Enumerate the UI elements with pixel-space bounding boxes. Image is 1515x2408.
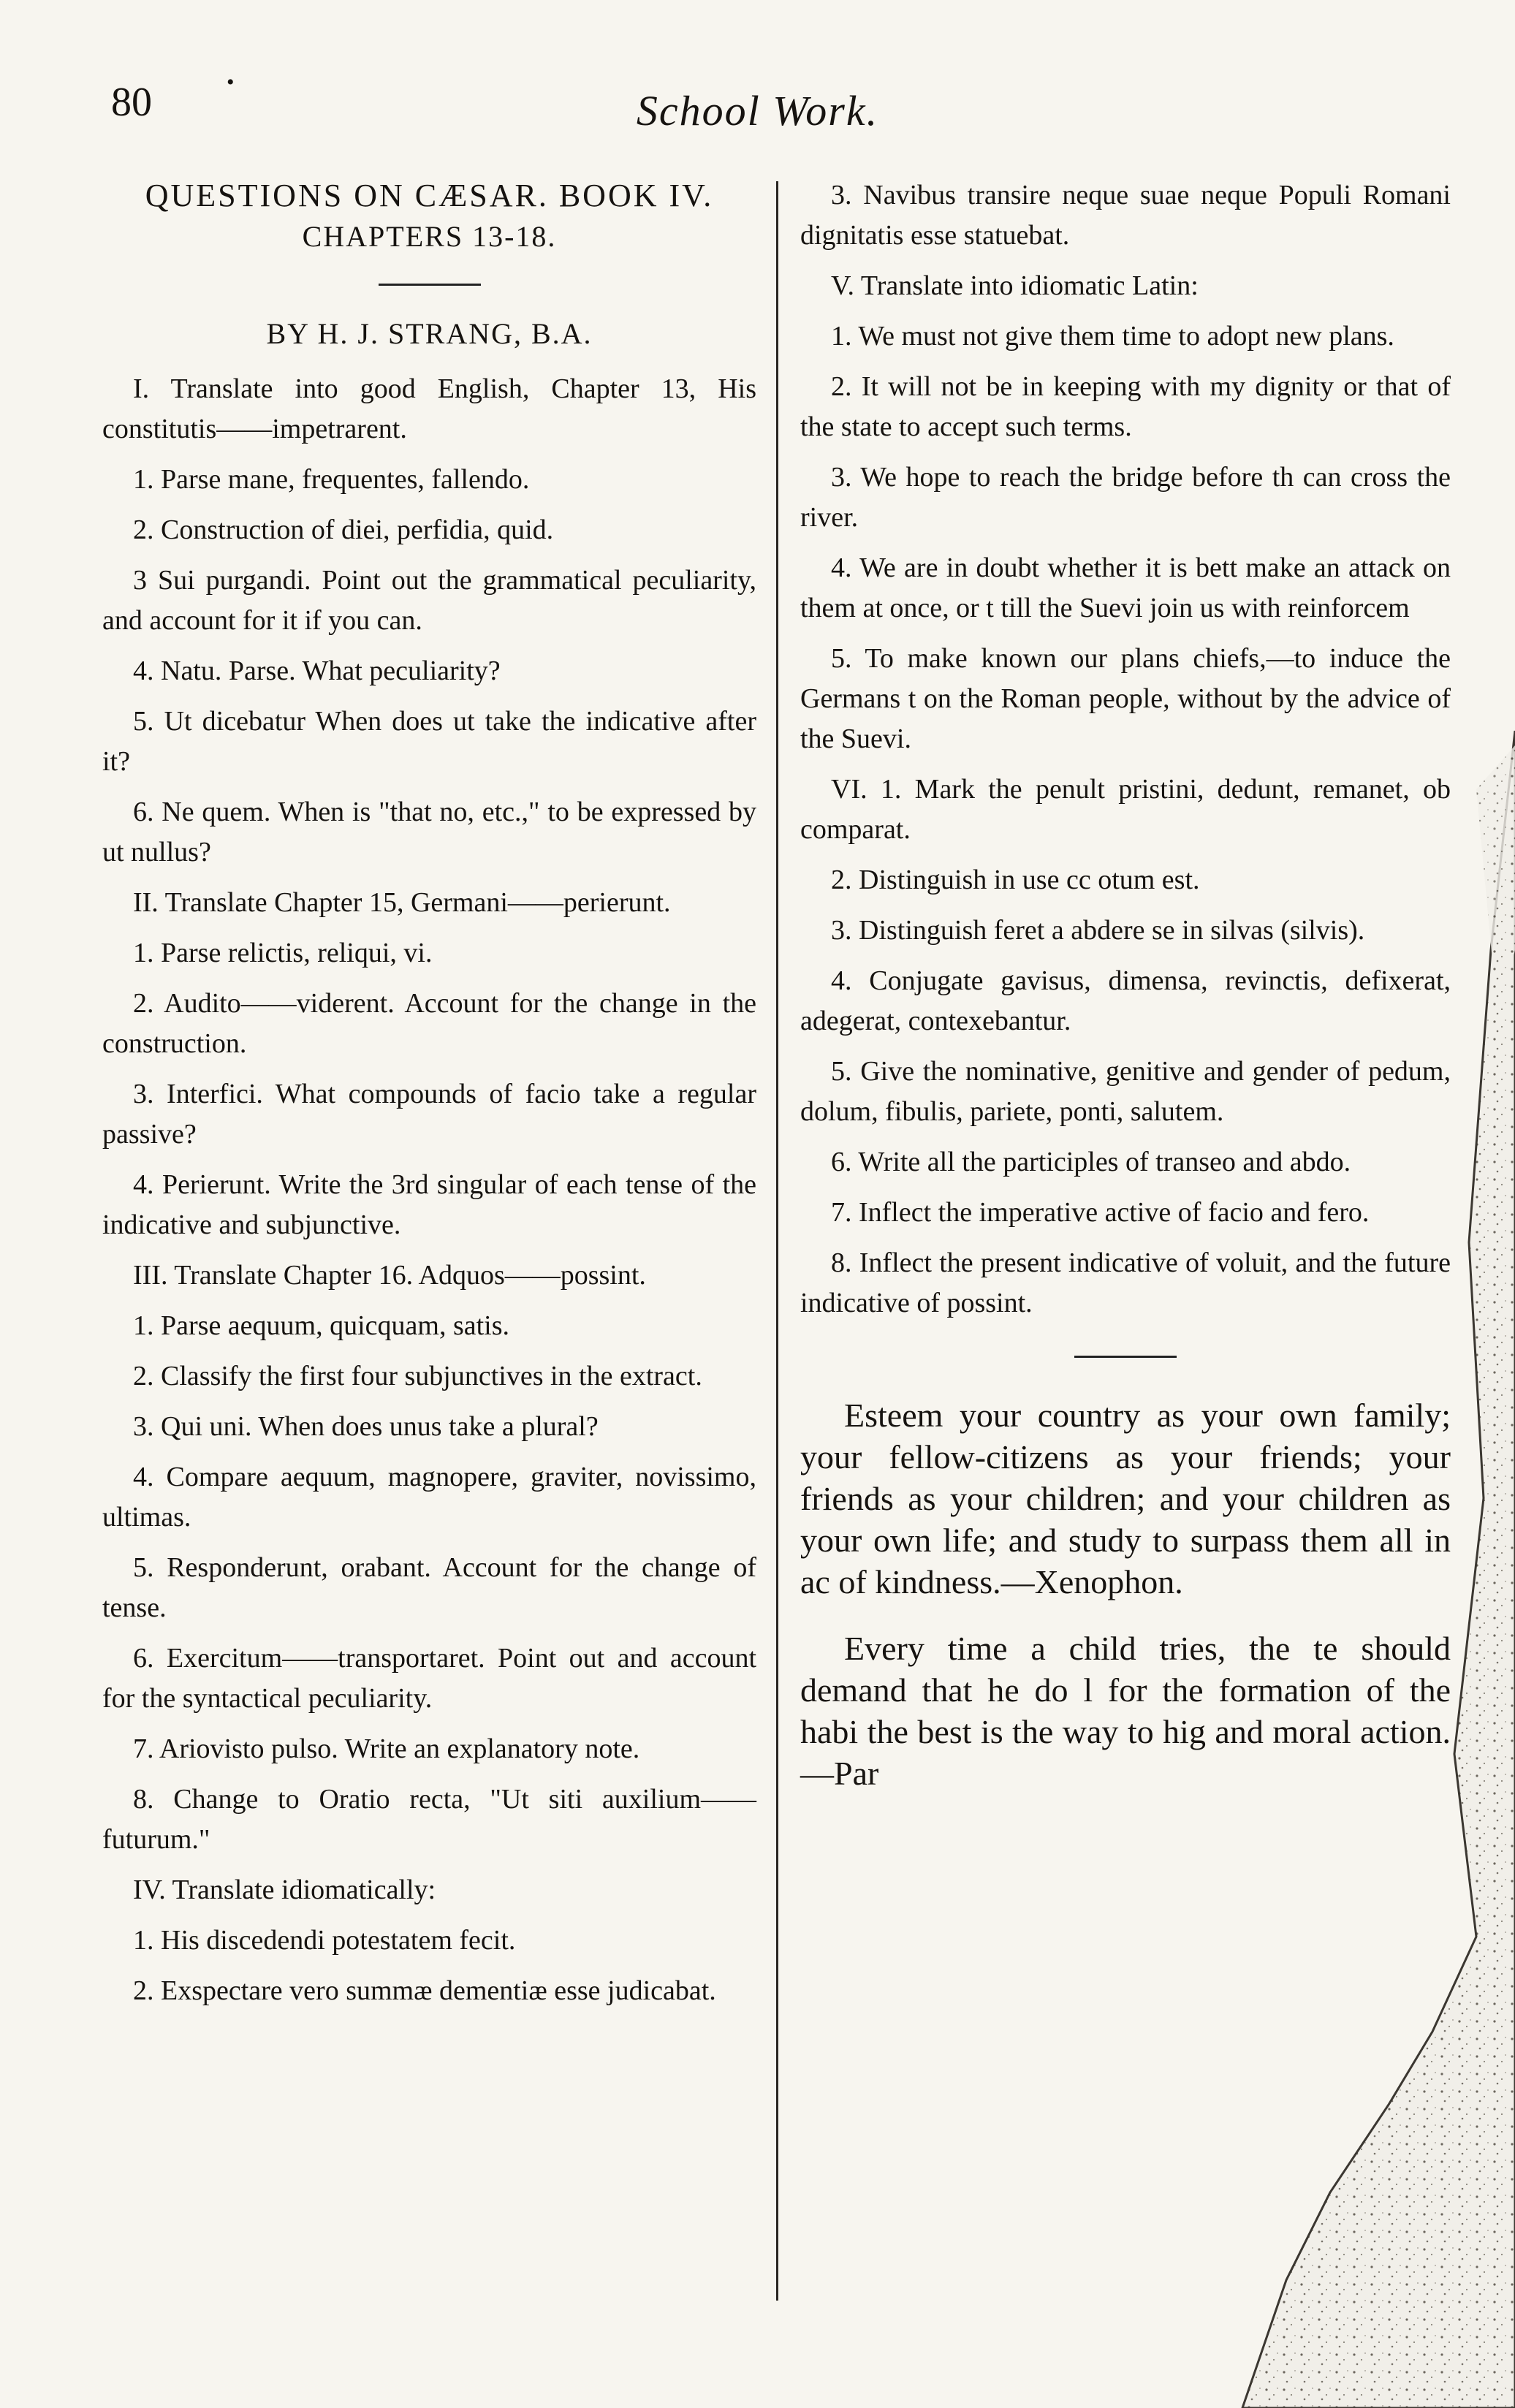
question-item: 3. Distinguish feret a abdere se in silvas (silvis). xyxy=(831,915,1365,946)
question-item: 4. Compare aequum, magnopere, graviter, novissimo, ultimas. xyxy=(102,1462,756,1532)
question-item: 3. Interfici. What compounds of facio take a regular passive? xyxy=(102,1079,756,1150)
section-instruction: III. Translate Chapter 16. Adquos——possint. xyxy=(133,1260,646,1291)
section-instruction: II. Translate Chapter 15, Germani——perierunt. xyxy=(133,887,671,918)
ink-speck: • xyxy=(227,70,235,94)
question-item: 6. Ne quem. When is "that no, etc.," to be expressed by ut nullus? xyxy=(102,797,756,867)
question-item: 1. His discedendi potestatem fecit. xyxy=(133,1925,516,1956)
question-item: 4. We are in doubt whether it is bett make an attack on them at once, or t till the Suevi join us with reinforcem xyxy=(800,552,1451,623)
question-item: 5. To make known our plans chiefs,—to induce the Germans t on the Roman people, without by the advice of the Suevi. xyxy=(800,643,1451,754)
question-item: 1. We must not give them time to adopt new plans. xyxy=(831,321,1394,352)
question-item: 5. Ut dicebatur When does ut take the indicative after it? xyxy=(102,706,756,777)
question-item: 2. It will not be in keeping with my dignity or that of the state to accept such terms. xyxy=(800,371,1451,442)
tear-area xyxy=(1242,731,1515,2408)
question-item: 4. Natu. Parse. What peculiarity? xyxy=(133,656,501,686)
question-item: 2. Exspectare vero summæ dementiæ esse judicabat. xyxy=(133,1975,716,2006)
question-item: 6. Exercitum——transportaret. Point out and account for the syntactical peculiarity. xyxy=(102,1643,756,1714)
section-instruction: IV. Translate idiomatically: xyxy=(133,1875,436,1905)
question-item: 8. Change to Oratio recta, "Ut siti auxilium——futurum." xyxy=(102,1784,756,1855)
question-item: 2. Construction of diei, perfidia, quid. xyxy=(133,514,554,545)
question-item: 2. Distinguish in use cc otum est. xyxy=(831,865,1200,895)
question-item: 3 Sui purgandi. Point out the grammatical peculiarity, and account for it if you can. xyxy=(102,565,756,636)
question-item: 6. Write all the participles of transeo and abdo. xyxy=(831,1147,1351,1177)
page-number: 80 xyxy=(111,80,152,125)
question-item: 5. Give the nominative, genitive and gender of pedum, dolum, fibulis, pariete, ponti, salutem. xyxy=(800,1056,1451,1127)
author-byline: BY H. J. STRANG, B.A. xyxy=(266,317,593,350)
question-item: 8. Inflect the present indicative of voluit, and the future indicative of possint. xyxy=(800,1247,1451,1318)
question-item: 5. Responderunt, orabant. Account for the change of tense. xyxy=(102,1552,756,1623)
quotation: Esteem your country as your own family; your fellow-citizens as your friends; your friends as your children; and your children as your own life; and study to surpass them all in ac of kindness.—Xenophon. xyxy=(800,1397,1451,1600)
quotation: Every time a child tries, the te should demand that he do l for the formation of the habi the best is the way to hig and moral action.—Par xyxy=(800,1630,1451,1792)
question-item: 3. Qui uni. When does unus take a plural? xyxy=(133,1411,599,1442)
article-subheading: CHAPTERS 13-18. xyxy=(302,220,557,253)
question-item: 1. Parse aequum, quicquam, satis. xyxy=(133,1310,510,1341)
section-instruction: I. Translate into good English, Chapter 13, His constitutis——impetrarent. xyxy=(102,373,756,444)
question-item: 2. Classify the first four subjunctives in the extract. xyxy=(133,1361,702,1391)
question-item: 3. We hope to reach the bridge before th can cross the river. xyxy=(800,462,1451,533)
running-title: School Work. xyxy=(636,87,879,134)
question-item: 3. Navibus transire neque suae neque Populi Romani dignitatis esse statuebat. xyxy=(800,180,1451,251)
question-item: 4. Conjugate gavisus, dimensa, revinctis, defixerat, adegerat, contexebantur. xyxy=(800,965,1451,1036)
question-item: 1. Parse mane, frequentes, fallendo. xyxy=(133,464,530,495)
question-item: 7. Ariovisto pulso. Write an explanatory note. xyxy=(133,1733,640,1764)
question-item: 2. Audito——viderent. Account for the change in the construction. xyxy=(102,988,756,1059)
question-item: 1. Parse relictis, reliqui, vi. xyxy=(133,938,433,968)
section-instruction: VI. 1. Mark the penult pristini, dedunt, remanet, ob comparat. xyxy=(800,774,1451,845)
question-item: 7. Inflect the imperative active of facio and fero. xyxy=(831,1197,1370,1228)
article-heading: QUESTIONS ON CÆSAR. BOOK IV. xyxy=(145,178,714,213)
section-instruction: V. Translate into idiomatic Latin: xyxy=(831,270,1199,301)
question-item: 4. Perierunt. Write the 3rd singular of each tense of the indicative and subjunctive. xyxy=(102,1169,756,1240)
